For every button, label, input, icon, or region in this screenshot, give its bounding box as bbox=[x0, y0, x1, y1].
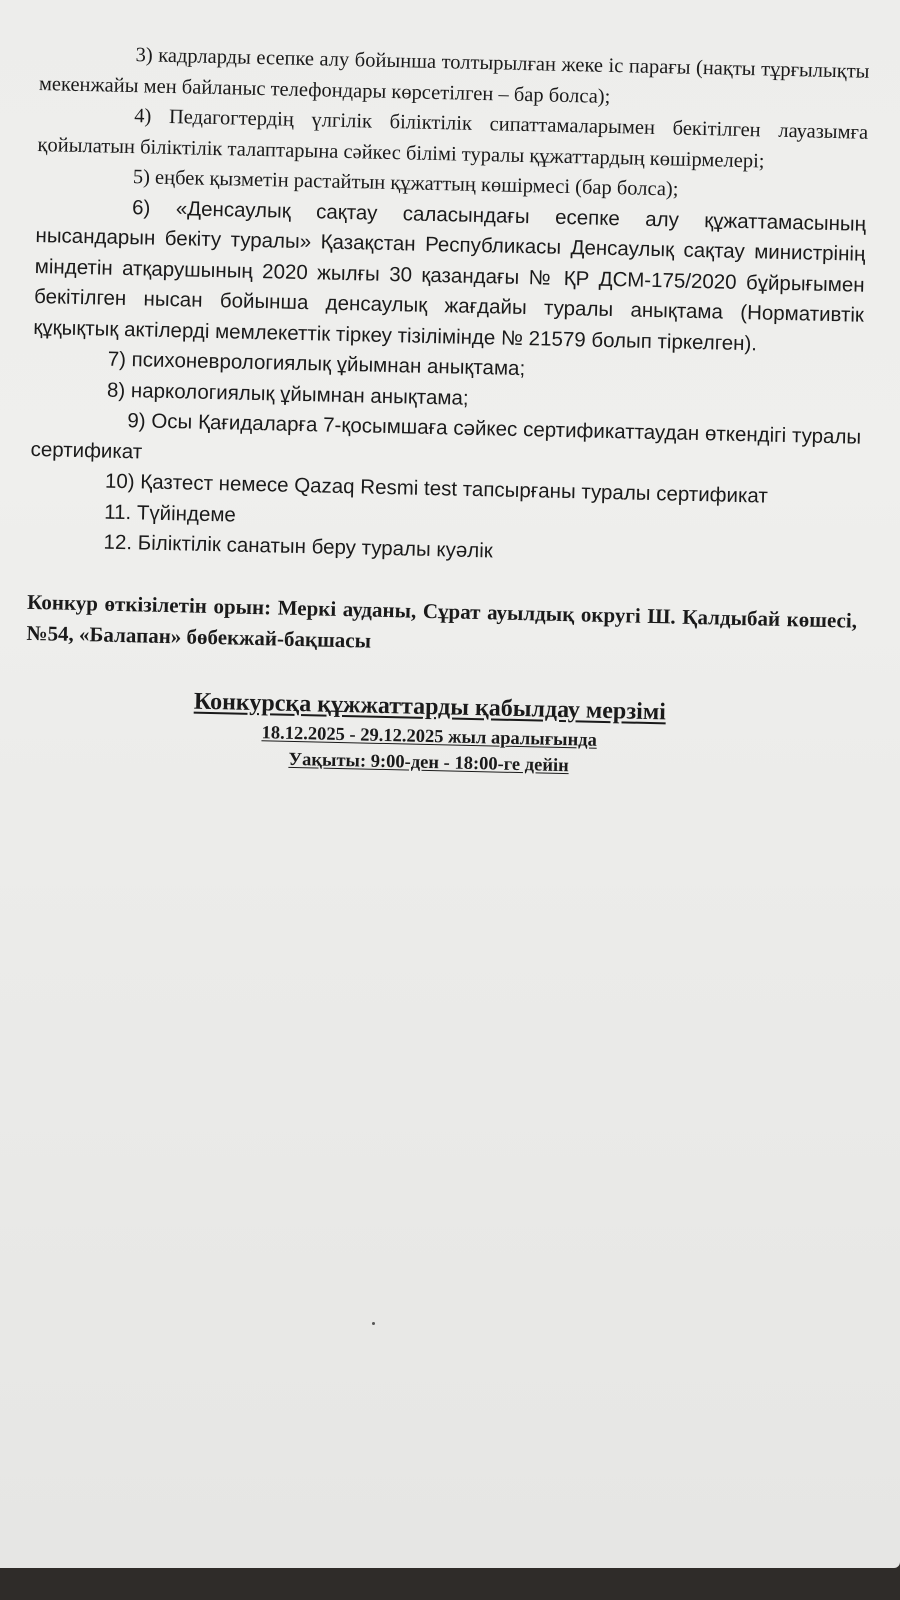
list-item-9: 9) Осы Қағидаларға 7-қосымшаға сәйкес сертификаттаудан өткендігі туралы сертификат bbox=[30, 409, 862, 463]
list-item-3: 3) кадрларды есепке алу бойынша толтырылған жеке іс парағы (нақты тұрғылықты мекенжайы мен байланыс телефондары көрсетілген – бар болса); bbox=[38, 44, 870, 108]
competition-venue: Конкур өткізілетін орын: Меркі ауданы, Сұрат ауылдық округі Ш. Қалдыбай көшесі, №54, «Балапан» бөбекжай-бақшасы bbox=[26, 589, 858, 653]
deadline-time: Уақыты: 9:00-ден - 18:00-ге дейін bbox=[288, 749, 570, 776]
list-item-10: 10) Қазтест немесе Qazaq Resmi test тапсырғаны туралы сертификат bbox=[104, 469, 768, 508]
list-item-4: 4) Педагогтердің үлгілік біліктілік сипаттамаларымен бекітілген лауазымға қойылатын біліктілік талаптарына сәйкес білімі туралы құжаттардың көшірмелері; bbox=[37, 105, 869, 172]
deadline-section bbox=[23, 680, 855, 785]
paper-speck bbox=[372, 1322, 375, 1325]
list-item-5: 5) еңбек қызметін растайтын құжаттың көшірмесі (бар болса); bbox=[132, 166, 679, 201]
list-item-6: 6) «Денсаулық сақтау саласындағы есепке алу құжаттамасының нысандарын бекіту туралы» Қазақстан Республикасы Денсаулық сақтау министрінің міндетін атқарушының 2020 жылғы 30 қазандағы № ҚР ДСМ-175/2020 бұйрығымен бекітілген нысан бойынша денсаулық жағдайы туралы анықтама (Нормативтік құқықтық актілерді мемлекеттік тіркеу тізілімінде № 21579 болып тіркелген). bbox=[33, 195, 867, 355]
list-item-7: 7) психоневрологиялық ұйымнан анықтама; bbox=[107, 347, 526, 381]
list-item-11: 11. Түйіндеме bbox=[104, 500, 237, 527]
list-item-8: 8) наркологиялық ұйымнан анықтама; bbox=[106, 378, 469, 410]
deadline-heading: Конкурсқа құжжаттарды қабылдау мерзімі bbox=[193, 688, 667, 725]
deadline-dates: 18.12.2025 - 29.12.2025 жыл аралығында bbox=[261, 722, 598, 751]
list-item-12: 12. Біліктілік санатын беру туралы куәлік bbox=[103, 530, 494, 563]
document-content bbox=[23, 38, 869, 785]
